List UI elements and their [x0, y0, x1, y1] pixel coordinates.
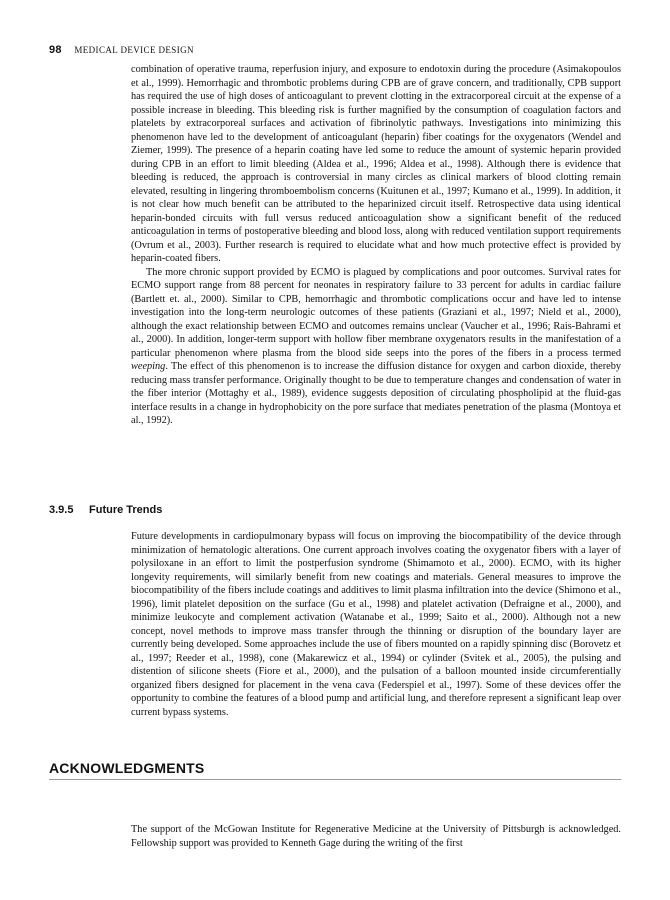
- text-block-acknowledgments: [131, 823, 621, 850]
- paragraph-future-trends: Future developments in cardiopulmonary bypass will focus on improving the biocompatibility of the device through minimization of hematologic alterations. One current approach involves coating the oxygenator fibers with a layer of polysiloxane in an effort to limit the postperfusion syndrome (Shimamoto et al., 2000). ECMO, with its higher longevity requirements, will similarly benefit from new coatings and materials. General measures to improve the biocompatibility of the fibers include coatings and additives to limit plasma infiltration into the device (Shimono et al., 1996), limit platelet deposition on the surface (Gu et al., 1998) and platelet activation (Defraigne et al., 2000), and minimize leukocyte and complement activation (Watanabe et al., 1999; Saito et al., 2000). Although not a new concept, novel methods to improve mass transfer through the thinning or disruption of the boundary layer are currently being developed. Some approaches include the use of fibers mounted on a rapidly spinning disc (Borovetz et al., 1997; Reeder et al., 1998), cone (Makarewicz et al., 1994) or cylinder (Svitek et al., 2005), the pulsing and distention of silicone sheets (Fiore et al., 2000), and the pulsation of a balloon mounted inside circumferentially organized fibers designed for placement in the vena cava (Federspiel et al., 1997). Some of these devices offer the opportunity to combine the features of a blood pump and artificial lung, and therefore represent a significant leap over current bypass systems.: [131, 531, 621, 718]
- subsection-title: Future Trends: [89, 504, 163, 516]
- paragraph-cpb-complications: combination of operative trauma, reperfusion injury, and exposure to endotoxin during the procedure (Asimakopoulos et al., 1999). Hemorrhagic and thrombotic problems during CPB are of grave concern, and traditionally, CPB support has required the use of high doses of anticoagulant to prevent clotting in the extracorporeal circuit at the expense of a possible increase in bleeding. This bleeding risk is further magnified by the consumption of coagulation factors and platelets by extracorporeal surfaces and activation of fibrinolytic pathways. Investigations into minimizing this phenomenon have led to the development of anticoagulant (heparin) fiber coatings for the oxygenators (Wendel and Ziemer, 1999). The presence of a heparin coating have led some to reduce the amount of systemic heparin provided during CPB in an effort to limit bleeding (Aldea et al., 1996; Aldea et al., 1998). Although there is evidence that bleeding is reduced, the approach is controversial in many circles as clinical markers of blood clotting remain elevated, resulting in lingering thromboembolism concerns (Kuitunen et al., 1997; Kumano et al., 1999). In addition, it is not clear how much benefit can be attributed to the heparinized circuit itself. Retrospective data using identical heparin-bonded circuits with full versus reduced anticoagulation show a significant benefit of the reduced anticoagulation in terms of postoperative bleeding and blood loss, along with reduced ventilation support requirements (Ovrum et al., 2003). Further research is required to elucidate what and how much protective effect is provided by heparin-coated fibers.: [131, 64, 621, 264]
- page-number: 98: [49, 44, 62, 56]
- paragraph-ecmo-complications: [131, 266, 621, 428]
- text-block-cpb-ecmo: [131, 63, 621, 428]
- term-weeping: weeping: [131, 361, 166, 372]
- running-header: [49, 44, 194, 57]
- text-block-future-trends: [131, 530, 621, 719]
- subsection-heading-future-trends: [49, 504, 162, 517]
- section-heading-acknowledgments: ACKNOWLEDGMENTS: [49, 760, 621, 780]
- paragraph-acknowledgments: The support of the McGowan Institute for Regenerative Medicine at the University of Pittsburgh is acknowledged. Fellowship support was provided to Kenneth Gage during the writing of the first: [131, 824, 621, 849]
- paragraph-ecmo-text-1: The more chronic support provided by ECMO is plagued by complications and poor outcomes. Survival rates for ECMO support range from 88 percent for neonates in respiratory failure to 33 percent for adults in cardiac failure (Bartlett et. al., 2000). Similar to CPB, hemorrhagic and thrombotic complications occur and have led to intense investigation into the long-term neurologic outcomes of these patients (Graziani et al., 1997; Nield et al., 2000), although the exact relationship between ECMO and outcomes remains unclear (Vaucher et al., 1996; Rais-Bahrami et al., 2000). In addition, longer-term support with hollow fiber membrane oxygenators results in the manifestation of a particular phenomenon where plasma from the blood side seeps into the pores of the fibers in a process termed: [131, 266, 621, 359]
- paragraph-ecmo-text-2: . The effect of this phenomenon is to increase the diffusion distance for oxygen and carbon dioxide, thereby reducing mass transfer performance. Originally thought to be due to temperature changes and condensation of water in the fiber interior (Mottaghy et al., 1989), evidence suggests deposition of circulating phospholipid at the fluid-gas interface results in a change in hydrophobicity on the pore surface that mediates penetration of the plasma (Montoya et al., 1992).: [131, 361, 621, 426]
- subsection-number: 3.9.5: [49, 504, 74, 516]
- running-title: MEDICAL DEVICE DESIGN: [74, 45, 194, 55]
